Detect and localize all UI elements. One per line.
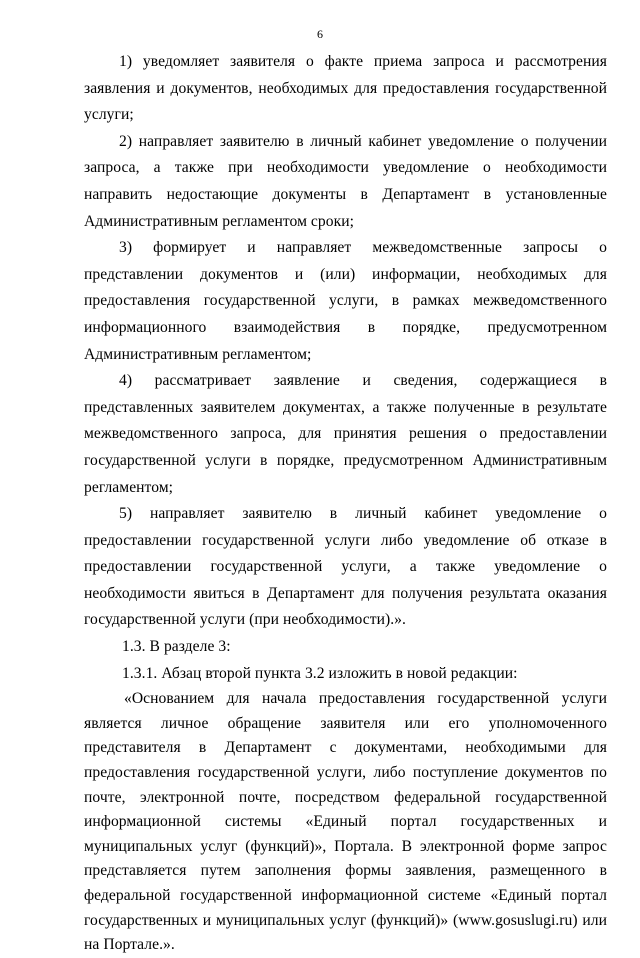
paragraph-item-3: 3) формирует и направляет межведомственные запросы о представлении документов и (или) информации, необходимых для предоставления государственной услуги, в рамках межведомственного информационного взаимодействия в порядке, предусмотренном Административным регламентом; [84, 239, 607, 363]
paragraph-item-5: 5) направляет заявителю в личный кабинет уведомление о предоставлении государственной услуги либо уведомление об отказе в предоставлении государственной услуги, а также уведомление о необходимости явиться в Департамент для получения результата оказания государственной услуги (при необходимости).». [84, 505, 607, 629]
document-body [84, 49, 607, 958]
paragraph-item-1: 1) уведомляет заявителя о факте приема запроса и рассмотрения заявления и документов, необходимых для предоставления государственной услуги; [84, 53, 607, 124]
section-heading-1-3: 1.3. В разделе 3: [122, 638, 231, 656]
page-number: 6 [317, 27, 323, 41]
quoted-amendment-text: «Основанием для начала предоставления государственной услуги является личное обращение заявителя или его уполномоченного представителя в Департамент с документами, необходимыми для предоставления государственной услуги, либо поступление документов по почте, электронной почте, посредством федеральной государственной информационной системы «Единый портал государственных и муниципальных услуг (функций)», Портала. В электронной форме запрос представляется путем заполнения формы заявления, размещенного в федеральной государственной информационной системе «Единый портал государственных и муниципальных услуг (функций)» (www.gosuslugi.ru) или на Портале.». [84, 690, 607, 954]
paragraph-item-4: 4) рассматривает заявление и сведения, содержащиеся в представленных заявителем документах, а также полученные в результате межведомственного запроса, для принятия решения о предоставлении государственной услуги в порядке, предусмотренном Административным регламентом; [84, 372, 607, 496]
paragraph-item-2: 2) направляет заявителю в личный кабинет уведомление о получении запроса, а также при необходимости уведомление о необходимости направить недостающие документы в Департамент в установленные Административным регламентом сроки; [84, 132, 607, 230]
subsection-1-3-1: 1.3.1. Абзац второй пункта 3.2 изложить в новой редакции: [122, 664, 518, 682]
